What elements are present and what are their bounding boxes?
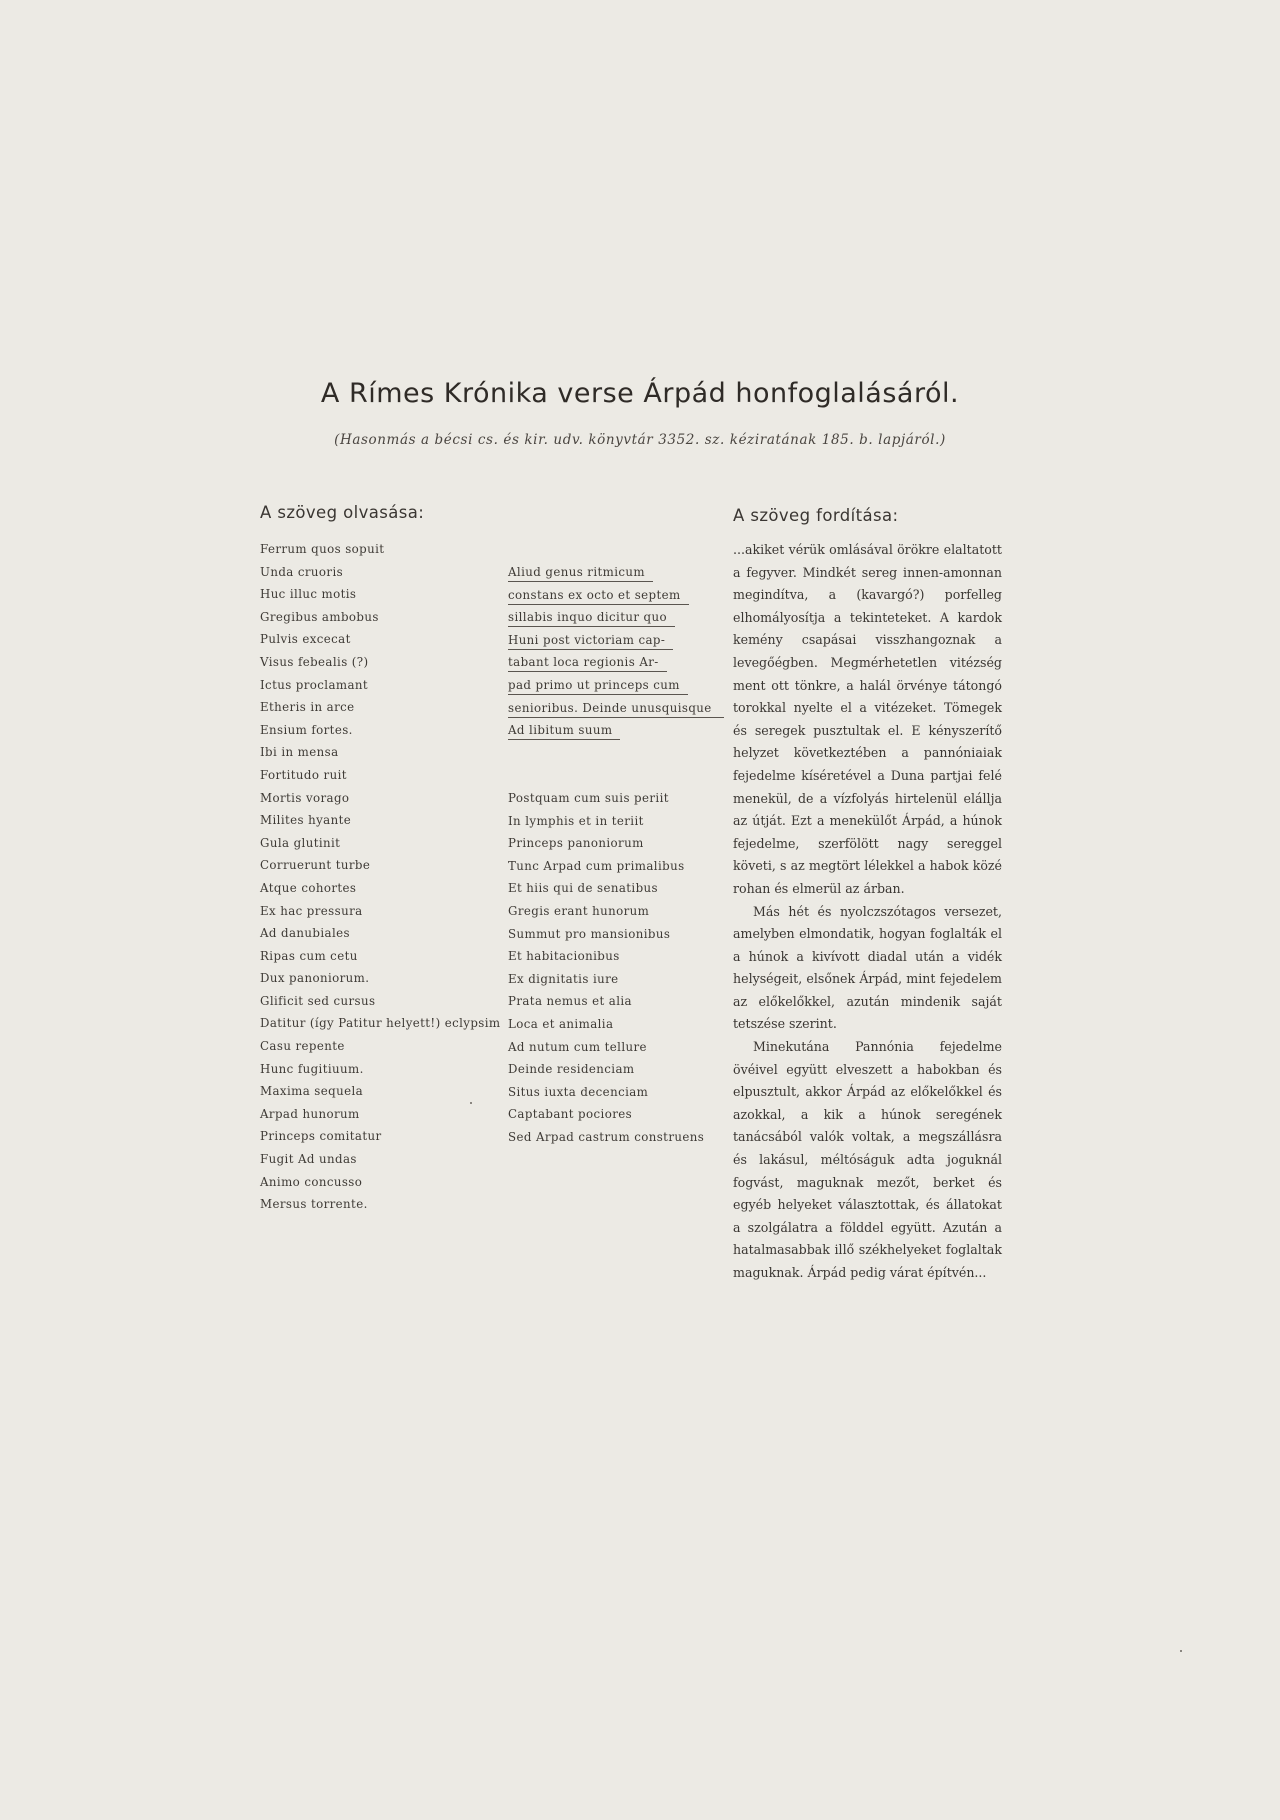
verse-line — [508, 697, 724, 720]
verse-line: Pulvis excecat — [260, 632, 351, 647]
verse-line: Summut pro mansionibus — [508, 926, 671, 941]
verse-line: Loca et animalia — [508, 1016, 614, 1031]
verse-line — [508, 584, 724, 607]
translation-paragraph: Minekutána Pannónia fejedelme övéivel együtt elveszett a habokban és elpusztult, akkor Árpád az előkelőkkel és azokkal, a kik a húnok seregének tanácsából valók voltak, a megszállásra és lakásul, méltóságuk adta joguknál fogvást, maguknak mezőt, berket és egyéb helyeket választottak, és állatokat a szolgálatra a földdel együtt. Azután a hatalmasabbak illő székhelyeket foglaltak maguknak. Árpád pedig várat építvén... — [733, 1039, 1002, 1280]
verse-line: Princeps comitatur — [260, 1129, 382, 1144]
verse-line: Huc illuc motis — [260, 587, 357, 602]
verse-line: Deinde residenciam — [508, 1062, 635, 1077]
page-subtitle: (Hasonmás a bécsi cs. és kir. udv. könyvtár 3352. sz. kéziratának 185. b. lapjáról.) — [334, 432, 946, 448]
underlined-verse-text: Ad libitum suum — [508, 723, 620, 740]
latin-text-column-2-underlined — [508, 561, 724, 742]
verse-line — [508, 561, 724, 584]
verse-line: Animo concusso — [260, 1174, 363, 1189]
verse-line: Gregibus ambobus — [260, 609, 379, 624]
latin-text-column-1 — [260, 538, 501, 1216]
verse-line: Mortis vorago — [260, 790, 350, 805]
underlined-verse-text: sillabis inquo dicitur quo — [508, 610, 675, 627]
verse-line: Casu repente — [260, 1039, 345, 1054]
underlined-verse-text: Aliud genus ritmicum — [508, 565, 653, 582]
page-title: A Rímes Krónika verse Árpád honfoglalásáról. — [320, 378, 960, 409]
verse-line: Et hiis qui de senatibus — [508, 881, 658, 896]
underlined-verse-text: pad primo ut princeps cum — [508, 678, 688, 695]
verse-line: Ad nutum cum tellure — [508, 1039, 647, 1054]
verse-line: Unda cruoris — [260, 564, 344, 579]
translation-text — [733, 539, 1002, 1285]
verse-line: Ex dignitatis iure — [508, 971, 619, 986]
translation-paragraph: ...akiket vérük omlásával örökre elaltatott a fegyver. Mindkét sereg innen-amonnan megindítva, a (kavargó?) porfelleg elhomályosítja a tekinteteket. A kardok kemény csapásai visszhangoznak a levegőégben. Megmérhetetlen vitézség ment ott tönkre, a halál örvénye tátongó torokkal nyelte el a vitézeket. Tömegek és seregek pusztultak el. E kényszerítő helyzet következtében a pannóniaiak fejedelme kíséretével a Duna partjai felé menekül, de a vízfolyás hirtelenül elállja az útját. Ezt a menekülőt Árpád, a húnok fejedelme, szerfölött nagy sereggel követi, s az megtört lélekkel a habok közé rohan és elmerül az árban. — [733, 542, 1002, 896]
verse-line: Prata nemus et alia — [508, 994, 632, 1009]
verse-line: Etheris in arce — [260, 700, 355, 715]
verse-line: Et habitacionibus — [508, 949, 620, 964]
verse-line: In lymphis et in teriit — [508, 813, 644, 828]
verse-line: Ibi in mensa — [260, 745, 339, 760]
verse-line: Datitur (így Patitur helyett!) eclypsim — [260, 1016, 501, 1031]
verse-line: Ripas cum cetu — [260, 948, 358, 963]
verse-line: Corruerunt turbe — [260, 858, 371, 873]
verse-line — [508, 606, 724, 629]
verse-line: Ex hac pressura — [260, 903, 363, 918]
verse-line: Situs iuxta decenciam — [508, 1084, 649, 1099]
verse-line: Glificit sed cursus — [260, 993, 376, 1008]
verse-line: Captabant pociores — [508, 1107, 633, 1122]
reading-heading: A szöveg olvasása: — [260, 503, 425, 522]
verse-line: Fugit Ad undas — [260, 1152, 357, 1167]
verse-line — [508, 651, 724, 674]
verse-line: Ensium fortes. — [260, 722, 353, 737]
verse-line — [508, 629, 724, 652]
underlined-verse-text: senioribus. Deinde unusquisque — [508, 701, 724, 718]
verse-line — [508, 674, 724, 697]
underlined-verse-text: constans ex octo et septem — [508, 588, 689, 605]
verse-line: Fortitudo ruit — [260, 767, 347, 782]
translation-heading: A szöveg fordítása: — [733, 506, 899, 525]
verse-line: Arpad hunorum — [260, 1106, 360, 1121]
translation-paragraph: Más hét és nyolczszótagos versezet, amelyben elmondatik, hogyan foglalták el a húnok a kivívott diadal után a vidék helységeit, elsőnek Árpád, mint fejedelem az előkelőkkel, azután mindenik saját tetszése szerint. — [733, 903, 1002, 1032]
underlined-verse-text: Huni post victoriam cap- — [508, 633, 673, 650]
verse-line: Tunc Arpad cum primalibus — [508, 858, 685, 873]
verse-line: Ferrum quos sopuit — [260, 542, 385, 556]
underlined-verse-text: tabant loca regionis Ar- — [508, 655, 667, 672]
verse-line: Visus febealis (?) — [260, 654, 369, 669]
verse-line: Postquam cum suis periit — [508, 791, 669, 805]
verse-line: Gula glutinit — [260, 835, 341, 850]
verse-line: Hunc fugitiuum. — [260, 1061, 364, 1076]
verse-line: Ictus proclamant — [260, 677, 369, 692]
verse-line: Milites hyante — [260, 813, 352, 828]
verse-line: Dux panoniorum. — [260, 971, 370, 986]
verse-line: Gregis erant hunorum — [508, 903, 650, 918]
verse-line: Mersus torrente. — [260, 1197, 368, 1212]
verse-line: Princeps panoniorum — [508, 836, 644, 851]
latin-text-column-3 — [508, 787, 704, 1149]
verse-line: Ad danubiales — [260, 926, 350, 941]
verse-line: Maxima sequela — [260, 1084, 364, 1099]
verse-line — [508, 719, 724, 742]
paper-speck — [1180, 1650, 1182, 1652]
verse-line: Sed Arpad castrum construens — [508, 1129, 705, 1144]
paper-speck — [470, 1102, 472, 1104]
verse-line: Atque cohortes — [260, 880, 357, 895]
